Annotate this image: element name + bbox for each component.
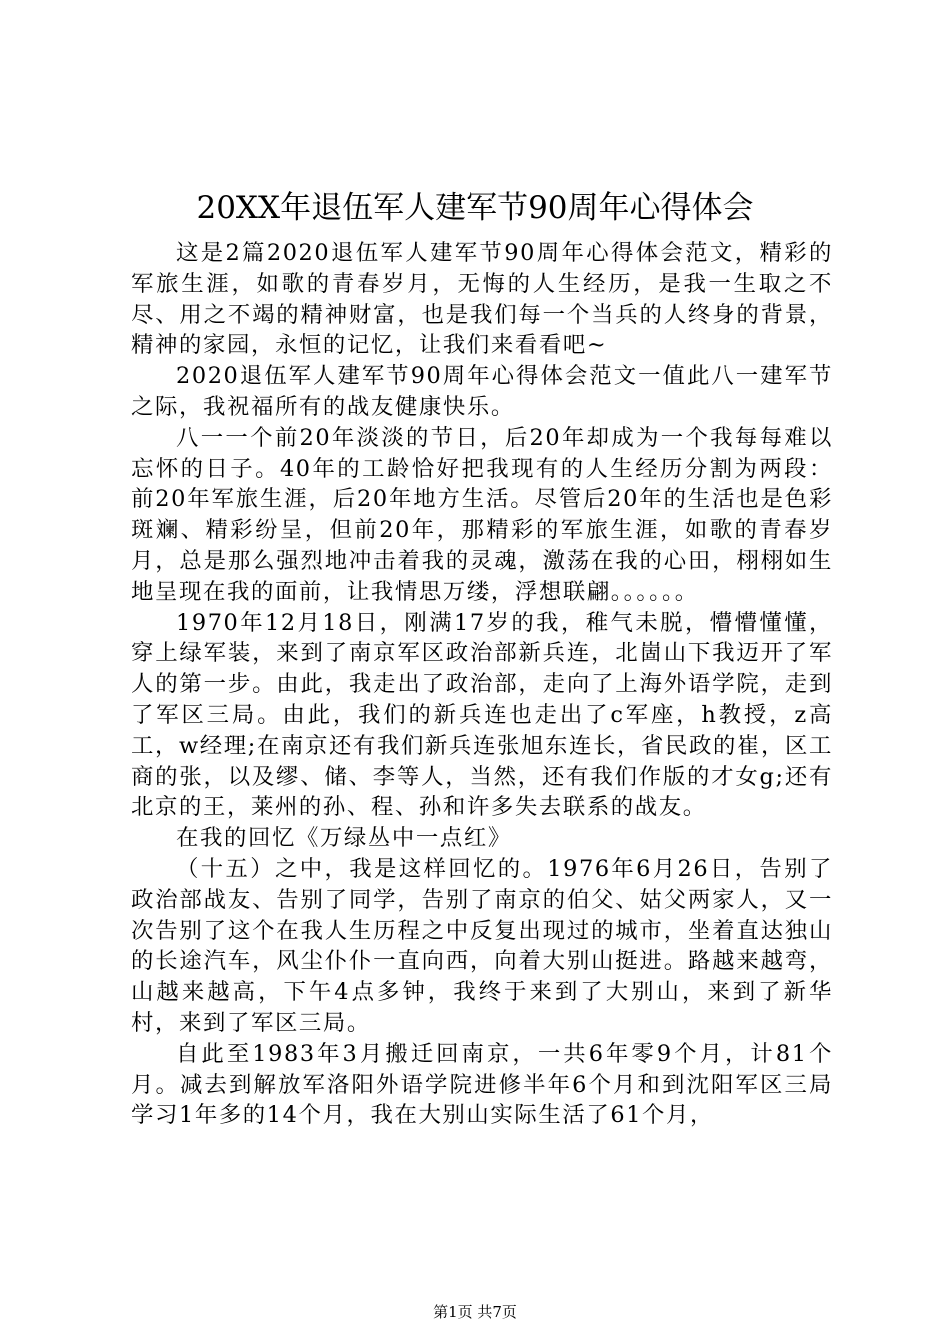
paragraph-intro: 这是2篇2020退伍军人建军节90周年心得体会范文，精彩的军旅生涯，如歌的青春岁月，无悔的人生经历，是我一生取之不尽、用之不竭的精神财富，也是我们每一个当兵的人终身的背景，精神的家园，永恒的记忆，让我们来看看吧~ [131, 240, 833, 359]
page-number-footer: 第1页 共7页 [433, 1303, 517, 1321]
paragraph-1983: 自此至1983年3月搬迁回南京，一共6年零9个月，计81个月。减去到解放军洛阳外语学院进修半年6个月和到沈阳军区三局学习1年多的14个月，我在大别山实际生活了61个月， [131, 1040, 833, 1129]
paragraph-bayi: 八一一个前20年淡淡的节日，后20年却成为一个我每每难以忘怀的日子。40年的工龄恰好把我现有的人生经历分割为两段：前20年军旅生涯，后20年地方生活。尽管后20年的生活也是色彩斑斓、精彩纷呈，但前20年，那精彩的军旅生涯，如歌的青春岁月，总是那么强烈地冲击着我的灵魂，激荡在我的心田，栩栩如生地呈现在我的面前，让我情思万缕，浮想联翩。。。。。。 [131, 424, 833, 605]
paragraph-memoir-title: 在我的回忆《万绿丛中一点红》 [176, 825, 512, 852]
paragraph-1970: 1970年12月18日，刚满17岁的我，稚气未脱，懵懵懂懂，穿上绿军装，来到了南京军区政治部新兵连，北崮山下我迈开了军人的第一步。由此，我走出了政治部，走向了上海外语学院，走到了军区三局。由此，我们的新兵连也走出了c军座，h教授，z高工，w经理;在南京还有我们新兵连张旭东连长，省民政的崔，区工商的张，以及缪、储、李等人，当然，还有我们作版的才女g;还有北京的王，莱州的孙、程、孙和许多失去联系的战友。 [131, 609, 833, 821]
document-title: 20XX年退伍军人建军节90周年心得体会 [196, 190, 754, 226]
document-body [131, 238, 833, 1131]
paragraph-greeting: 2020退伍军人建军节90周年心得体会范文一值此八一建军节之际，我祝福所有的战友健康快乐。 [131, 363, 833, 420]
paragraph-1976: （十五）之中，我是这样回忆的。1976年6月26日，告别了政治部战友、告别了同学，告别了南京的伯父、姑父两家人，又一次告别了这个在我人生历程之中反复出现过的城市，坐着直达独山的长途汽车，风尘仆仆一直向西，向着大别山挺进。路越来越弯，山越来越高，下午4点多钟，我终于来到了大别山，来到了新华村，来到了军区三局。 [131, 855, 833, 1036]
